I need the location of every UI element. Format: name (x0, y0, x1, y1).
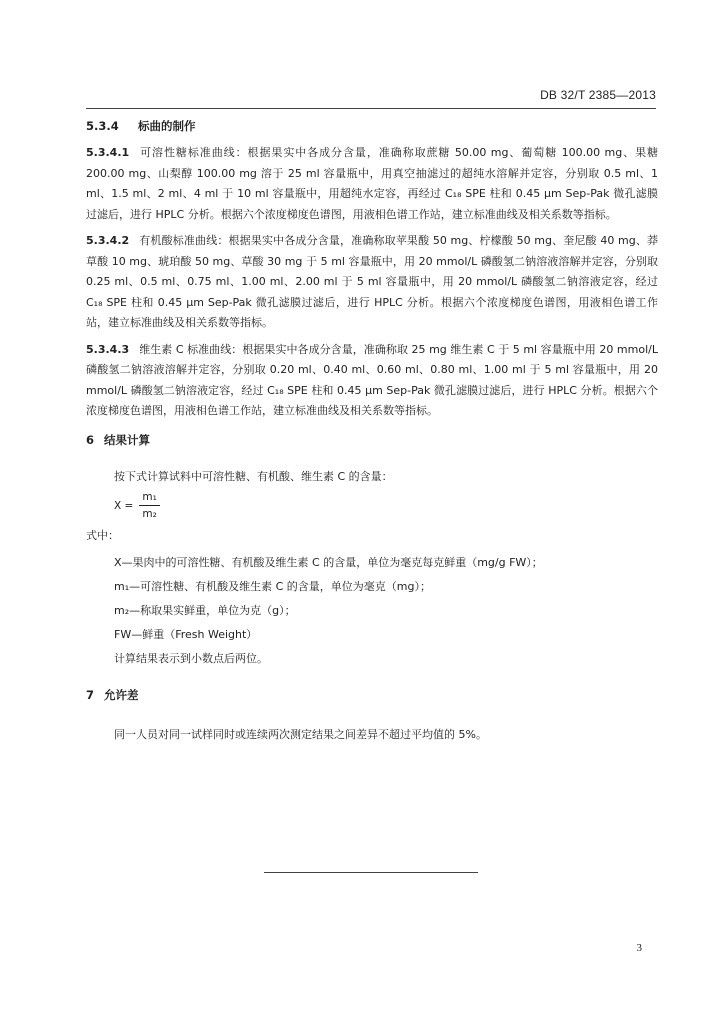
fraction-numerator: m₁ (139, 491, 159, 506)
clause-number: 5.3.4.1 (86, 146, 130, 159)
tolerance-text: 同一人员对同一试样同时或连续两次测定结果之间差异不超过平均值的 5%。 (114, 727, 487, 741)
formula-intro: 按下式计算试料中可溶性糖、有机酸、维生素 C 的含量： (114, 469, 393, 483)
where-label: 式中： (86, 529, 119, 542)
section-number: 5.3.4 (86, 119, 119, 133)
fraction (139, 491, 159, 520)
section-heading-7 (86, 687, 658, 703)
paragraph-5-3-4-2 (86, 231, 658, 334)
paragraph-5-3-4-1 (86, 143, 658, 225)
section-heading-5-3-4 (86, 118, 658, 134)
definition-item: X—果肉中的可溶性糖、有机酸及维生素 C 的含量，单位为毫克每克鲜重（mg/g FW）； (114, 555, 543, 569)
fraction-denominator: m₂ (142, 508, 157, 520)
document-code: DB 32/T 2385—2013 (540, 88, 656, 102)
clause-number: 5.3.4.2 (86, 234, 130, 247)
definition-item: 计算结果表示到小数点后两位。 (114, 651, 268, 665)
section-heading-6 (86, 432, 658, 448)
footer-rule (264, 872, 478, 873)
section-title: 标曲的制作 (138, 119, 196, 133)
clause-text: 可溶性糖标准曲线：根据果实中各成分含量，准确称取蔗糖 50.00 mg、葡萄糖 100.00 mg、果糖 200.00 mg、山梨醇 100.00 mg 溶于 25 ml 容量瓶中，用真空抽滤过的超纯水溶解并定容，分别取 0.5 ml、1 ml、1.5 ml、2 ml、4 ml 于 10 ml 容量瓶中，用超纯水定容，再经过 C₁₈ SPE 柱和 0.45 μm Sep-Pak 微孔滤膜过滤后，进行 HPLC 分析。根据六个浓度梯度色谱图，用液相色谱工作站，建立标准曲线及相关系数等指标。 (86, 146, 658, 221)
section-title: 允许差 (104, 687, 139, 702)
clause-text: 有机酸标准曲线：根据果实中各成分含量，准确称取苹果酸 50 mg、柠檬酸 50 mg、奎尼酸 40 mg、莽草酸 10 mg、琥珀酸 50 mg、草酸 30 mg 于 5 ml 容量瓶中，用 20 mmol/L 磷酸氢二钠溶液溶解并定容，分别取 0.25 ml、0.5 ml、0.75 ml、1.00 ml、2.00 ml 于 5 ml 容量瓶中，用 20 mmol/L 磷酸氢二钠溶液定容，经过 C₁₈ SPE 柱和 0.45 μm Sep-Pak 微孔滤膜过滤后，进行 HPLC 分析。根据六个浓度梯度色谱图，用液相色谱工作站，建立标准曲线及相关系数等指标。 (86, 234, 658, 329)
formula-lhs: X = (114, 499, 134, 512)
page-content (86, 116, 658, 745)
definition-list (86, 551, 658, 671)
page-number: 3 (636, 942, 642, 954)
section-number: 6 (86, 432, 95, 447)
clause-text: 维生素 C 标准曲线：根据果实中各成分含量，准确称取 25 mg 维生素 C 于 5 ml 容量瓶中用 20 mmol/L 磷酸氢二钠溶液溶解并定容，分别取 0.20 ml、0.40 ml、0.60 ml、0.80 ml、1.00 ml 于 5 ml 容量瓶中，用 20 mmol/L 磷酸氢二钠溶液定容，经过 C₁₈ SPE 柱和 0.45 μm Sep-Pak 微孔滤膜过滤后，进行 HPLC 分析。根据六个浓度梯度色谱图，用液相色谱工作站，建立标准曲线及相关系数等指标。 (86, 342, 658, 417)
section-title: 结果计算 (104, 432, 150, 447)
paragraph-5-3-4-3 (86, 340, 658, 422)
clause-number: 5.3.4.3 (86, 342, 130, 356)
definition-item: FW—鲜重（Fresh Weight） (114, 627, 258, 641)
definition-item: m₂—称取果实鲜重，单位为克（g）； (114, 603, 296, 617)
formula (86, 491, 658, 520)
header-rule (86, 108, 656, 109)
section-number: 7 (86, 687, 95, 702)
definition-item: m₁—可溶性糖、有机酸及维生素 C 的含量，单位为毫克（mg）； (114, 579, 431, 593)
